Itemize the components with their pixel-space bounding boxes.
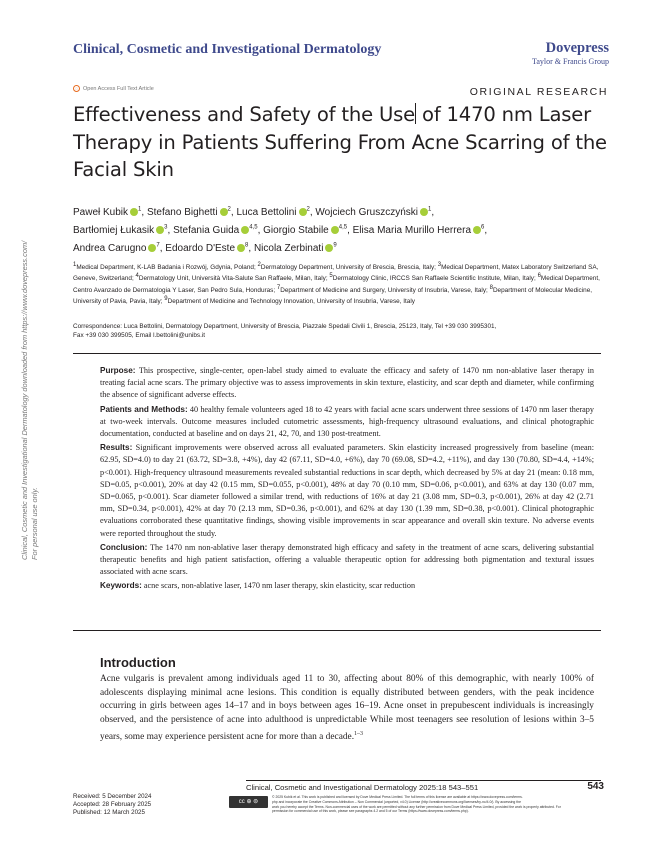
author-separator: , <box>257 225 264 237</box>
sidebar-line-1: Clinical, Cosmetic and Investigational Dermatology downloaded from https://www.dovepress.com/ <box>20 240 29 560</box>
publisher-logo <box>532 40 609 66</box>
open-access-text: Open Access Full Text Article <box>83 85 154 92</box>
title-part-2: of 1470 nm Laser Therapy in Patients Suffering From Acne Scarring of the Facial Skin <box>73 103 607 181</box>
affiliation-item <box>135 273 333 283</box>
open-access-icon: ◌ <box>73 85 80 92</box>
keywords-text: acne scars, non-ablative laser, 1470 nm laser therapy, skin elasticity, scar reduction <box>141 581 416 591</box>
abstract <box>100 365 594 595</box>
author-name-text: Bartłomiej Łukasik <box>73 225 155 237</box>
orcid-icon[interactable] <box>237 244 245 252</box>
author-name <box>165 243 254 254</box>
affiliations <box>73 261 601 306</box>
footer-rule <box>246 780 601 781</box>
author-separator: , <box>248 242 254 254</box>
author-name-text: Wojciech Gruszczyński <box>315 207 419 219</box>
author-affiliation-sup: 7 <box>156 242 160 249</box>
author-separator: , <box>484 225 488 237</box>
author-name <box>353 225 487 236</box>
author-list <box>73 203 613 256</box>
author-name-text: Stefania Guida <box>173 225 240 237</box>
affiliation-sup: 8 <box>489 284 493 291</box>
orcid-icon[interactable] <box>473 226 481 234</box>
abstract-conclusion <box>100 542 594 579</box>
author-name <box>173 225 263 236</box>
affiliation-item <box>276 284 490 294</box>
license-line-3: work you hereby accept the Terms. Non-commercial uses of the work are permitted without any further permission from Dove Medical Press Limited, provided the work is properly attributed. For <box>272 804 561 809</box>
author-affiliation-sup: 4,5 <box>249 224 258 231</box>
author-name <box>236 207 315 218</box>
author-name <box>254 243 337 254</box>
author-name-text: Edoardo D'Este <box>165 242 236 254</box>
author-name-text: Luca Bettolini <box>236 207 297 219</box>
author-separator: , <box>159 242 166 254</box>
purpose-label: Purpose: <box>100 366 136 375</box>
correspondence <box>73 322 601 340</box>
correspondence-line-2: Fax +39 030 399505, Email l.bettolini@unibs.it <box>73 332 206 340</box>
affiliation-text: Department of Medicine and Technology Innovation, University of Insubria, Varese, Italy <box>167 298 415 306</box>
accepted-date: Accepted: 28 February 2025 <box>73 801 152 809</box>
received-date: Received: 5 December 2024 <box>73 793 152 800</box>
conclusion-text: The 1470 nm non-ablative laser therapy demonstrated high efficacy and safety in the treatment of acne scars, delivering substantial therapeutic benefits and high patient satisfaction, offering a valuable therapeutic option for addressing both pigmentation and textural issues associated with acne scars. <box>100 542 594 577</box>
author-name-text: Stefano Bighetti <box>146 207 218 219</box>
author-affiliation-sup: 6 <box>481 224 485 231</box>
affiliation-text: Department of Medicine and Surgery, University of Insubria, Varese, Italy; <box>280 286 490 294</box>
affiliation-sup: 2 <box>257 262 261 268</box>
affiliation-text: Medical Department, Matex Laboratory Switzerland SA, Geneve, Switzerland; <box>73 264 599 283</box>
affiliation-sup: 4 <box>135 273 139 280</box>
divider-top <box>73 353 601 354</box>
author-name <box>73 243 165 254</box>
author-name-text: Nicola Zerbinati <box>253 242 324 254</box>
orcid-icon[interactable] <box>331 226 339 234</box>
affiliation-text: Medical Department, Centro Avanzado de Dermatologia Y Laser, San Pedro Sula, Honduras; <box>73 275 600 294</box>
affiliation-text: Dermatology Clinic, IRCCS San Raffaele Scientific Institute, Milan, Italy; <box>332 275 538 283</box>
conclusion-label: Conclusion: <box>100 542 148 552</box>
article-title <box>73 101 613 184</box>
methods-text: 40 healthy female volunteers aged 18 to 42 years with facial acne scars underwent three sessions of 1470 nm laser therapy at two-week intervals. Outcome measures included cutometric assessments, high-frequency ultrasound evaluations, and clinical photographic documentation, conducted at baseline and on days 21, 42, 70, and 130 post-treatment. <box>100 404 594 439</box>
purpose-text: This prospective, single-center, open-label study aimed to evaluate the efficacy and safety of 1470 nm non-ablative laser therapy in treating facial acne scars. The primary objective was to assess improvements in skin texture, elasticity, and scar depth and diameter, while confirming the absence of significant adverse effects. <box>100 366 594 400</box>
author-separator: , <box>141 207 147 219</box>
author-name <box>315 207 434 218</box>
results-text: Significant improvements were observed across all evaluated parameters. Skin elasticity increased progressively from baseline (mean: 62.95, SD=4.0) to day 21 (63.72, SD=3.8, +4%), day 42 (67.11, SD=4.0, +6%), day 70 (69.08, SD=4.2, +11%), and day 130 (70.80, SD=4.4, +14%; p<0.001). High-frequency ultrasound measurements revealed substantial reductions in scar depth, which decreased by 5% at day 21 (mean: 0.18 mm, SD=0.05, p<0.001), 20% at day 42 (0.15 mm, SD=0.055, p<0.001), 48% at day 70 (0.10 mm, SD=0.06, p<0.001), and 63% at day 130 (0.07 mm, SD=0.065, p<0.001). Scar diameter followed a similar trend, with reductions of 16% at day 21 (3.08 mm, SD=0.3, p<0.001), 26% at day 42 (2.71 mm, SD=0.34, p<0.001), 42% at day 70 (2.13 mm, SD=0.36, p<0.001), and 62% at day 130 (1.39 mm, SD=0.38, p<0.001). Clinical photographic evaluations corroborated these quantitative findings, showing visible improvements in scar appearance and overall skin texture. No adverse events were reported throughout the study. <box>100 443 594 538</box>
author-name-text: Giorgio Stabile <box>263 225 329 237</box>
open-access-label <box>73 85 154 92</box>
abstract-results <box>100 442 594 540</box>
affiliation-sup: 6 <box>537 273 541 280</box>
orcid-icon[interactable] <box>156 226 164 234</box>
article-type: ORIGINAL RESEARCH <box>469 86 608 98</box>
page-number: 543 <box>587 781 604 792</box>
methods-label: Patients and Methods: <box>100 404 188 414</box>
brand-subtitle: Taylor & Francis Group <box>532 57 609 66</box>
orcid-icon[interactable] <box>420 208 428 216</box>
affiliation-sup: 3 <box>437 262 442 268</box>
author-affiliation-sup: 1 <box>138 207 142 213</box>
affiliation-sup: 5 <box>329 273 333 280</box>
affiliation-text: Dermatology Department, University of Brescia, Brescia, Italy; <box>260 264 438 272</box>
affiliation-item <box>258 264 438 271</box>
author-name <box>73 207 147 218</box>
sidebar-line-2: For personal use only. <box>29 487 39 560</box>
author-name <box>263 225 353 236</box>
author-separator: , <box>347 225 353 237</box>
journal-name: Clinical, Cosmetic and Investigational Dermatology <box>73 42 382 57</box>
title-part-1: Effectiveness and Safety of the Use <box>73 103 415 126</box>
author-separator: , <box>309 207 316 219</box>
orcid-icon[interactable] <box>299 208 307 216</box>
author-name <box>147 207 237 218</box>
divider-bottom <box>73 630 601 631</box>
license-line-2: php and incorporate the Creative Commons Attribution – Non Commercial (unported, v4.0) License (http://creativecommons.org/licenses/by-nc/4.0/). By accessing the <box>272 799 521 804</box>
license-text <box>272 795 598 814</box>
author-affiliation-sup: 4,5 <box>338 224 348 231</box>
published-date: Published: 12 March 2025 <box>73 809 145 817</box>
introduction-heading: Introduction <box>100 655 176 670</box>
affiliation-item <box>164 295 415 306</box>
author-separator: , <box>230 207 237 219</box>
author-affiliation-sup: 8 <box>245 242 249 249</box>
author-affiliation-sup: 2 <box>227 207 231 213</box>
brand-name: Dovepress <box>545 40 609 56</box>
orcid-icon[interactable] <box>130 208 138 216</box>
abstract-methods <box>100 404 594 441</box>
footer-journal-line: Clinical, Cosmetic and Investigational Dermatology 2025:18 543–551 <box>246 783 479 792</box>
author-separator: , <box>167 225 174 237</box>
author-name-text: Elisa Maria Murillo Herrera <box>352 225 471 237</box>
affiliation-sup: 1 <box>73 262 77 268</box>
affiliation-item <box>329 275 537 282</box>
keywords-label: Keywords: <box>100 581 142 591</box>
affiliation-item <box>73 264 258 271</box>
author-affiliation-sup: 1 <box>428 207 432 213</box>
abstract-keywords <box>100 580 594 592</box>
introduction-text <box>100 673 594 745</box>
author-name-text: Andrea Carugno <box>73 242 147 254</box>
affiliation-text: Department of Molecular Medicine, University of Pavia, Pavia, Italy; <box>73 286 593 306</box>
author-name <box>73 225 173 236</box>
license-line-4: permission for commercial use of this work, please see paragraphs 4.2 and 5 of our Terms (https://www.dovepress.com/terms.php). <box>272 809 469 814</box>
license-line-1: © 2025 Kubik et al. This work is published and licensed by Dove Medical Press Limited. The full terms of this license are available at https://www.dovepress.com/terms. <box>272 795 523 799</box>
author-separator: , <box>431 207 435 219</box>
download-sidebar <box>20 241 39 560</box>
author-affiliation-sup: 3 <box>164 224 168 231</box>
abstract-purpose <box>100 365 594 402</box>
affiliation-text: Dermatology Unit, Università Vita-Salute San Raffaele, Milan, Italy; <box>138 275 330 283</box>
affiliation-sup: 7 <box>276 284 281 291</box>
affiliation-sup: 9 <box>164 295 168 302</box>
introduction-ref: 1–3 <box>354 730 364 737</box>
results-label: Results: <box>100 443 133 453</box>
correspondence-line-1: Correspondence: Luca Bettolini, Dermatology Department, University of Brescia, Piazzale Spedali Civili 1, Brescia, 25123, Italy, Tel +39 030 3995301, <box>73 323 497 330</box>
cc-license-badge: cc ⊕ ⊜ <box>229 796 268 808</box>
orcid-icon[interactable] <box>220 208 228 216</box>
author-name-text: Paweł Kubik <box>73 207 129 219</box>
author-affiliation-sup: 2 <box>306 207 310 213</box>
author-affiliation-sup: 9 <box>333 242 337 249</box>
article-dates <box>73 793 151 818</box>
introduction-body: Acne vulgaris is prevalent among individuals aged 11 to 30, affecting about 80% of this demographic, with nearly 100% of adolescents displaying minimal acne lesions. This condition is equally distributed between genders, with the peak incidence occurring in girls between ages 14–17 and in boys between ages 16–19. Acne onset in prepubescent individuals is increasingly observed, and the persistence of acne into adulthood is unpredictable While most teenagers see resolution of lesions within 3–5 years, some may experience persistent acne for more than a decade. <box>100 674 594 742</box>
affiliation-text: Medical Department, K-LAB Badania i Rozwój, Gdynia, Poland; <box>76 264 258 272</box>
